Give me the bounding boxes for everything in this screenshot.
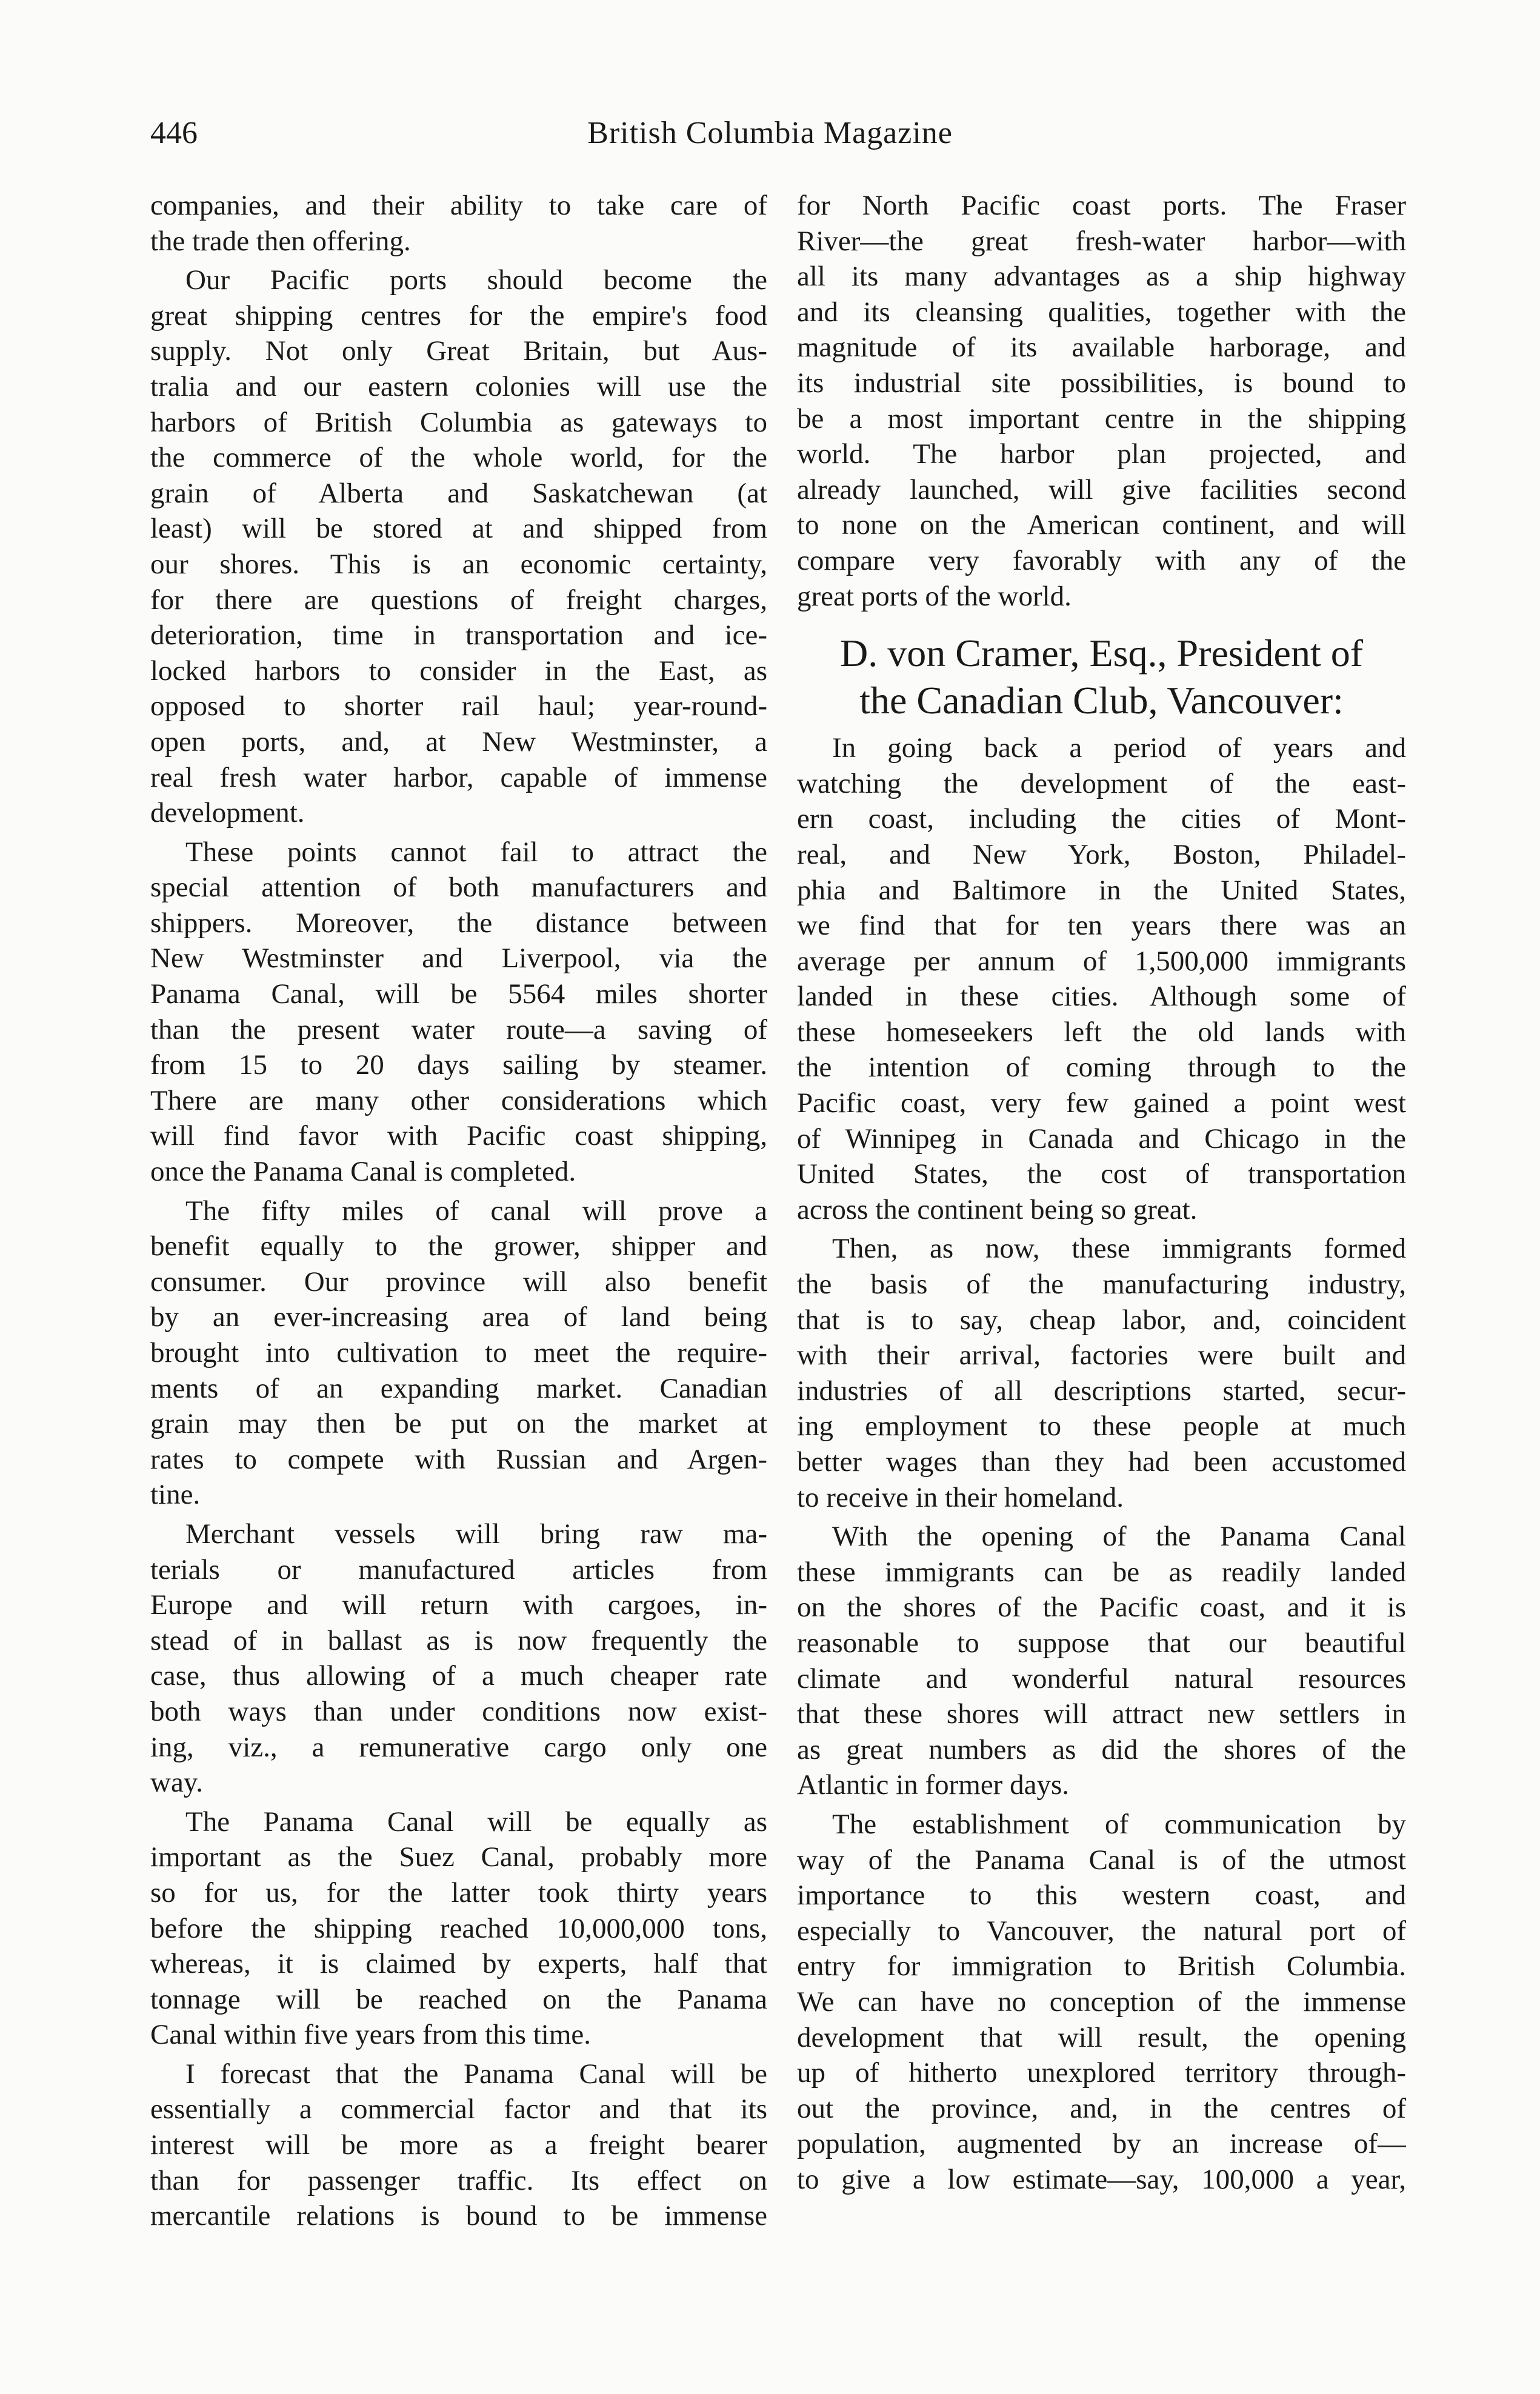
text-line: There are many other considerations which bbox=[150, 1084, 767, 1116]
text-line: the trade then offering. bbox=[150, 225, 411, 257]
text-line: deterioration, time in transportation and ice- bbox=[150, 619, 767, 652]
text-line: great ports of the world. bbox=[797, 580, 1072, 612]
text-line: River—the great fresh-water harbor—with bbox=[797, 225, 1406, 257]
text-line: ern coast, including the cities of Mont- bbox=[797, 803, 1406, 835]
text-line: case, thus allowing of a much cheaper rate bbox=[150, 1660, 767, 1692]
text-line: that is to say, cheap labor, and, coincident bbox=[797, 1304, 1406, 1336]
paragraph bbox=[797, 1231, 1406, 1515]
text-line: population, augmented by an increase of— bbox=[797, 2128, 1406, 2160]
text-line: stead of in ballast as is now frequently the bbox=[150, 1624, 767, 1656]
text-line: Our Pacific ports should become the bbox=[185, 264, 767, 296]
text-line: Then, as now, these immigrants formed bbox=[832, 1233, 1406, 1265]
text-line: to none on the American continent, and will bbox=[797, 509, 1406, 541]
text-line: will find favor with Pacific coast shipping, bbox=[150, 1120, 767, 1152]
text-line: Canal within five years from this time. bbox=[150, 2019, 592, 2051]
text-line: our shores. This is an economic certainty, bbox=[150, 548, 767, 580]
section-heading bbox=[797, 630, 1406, 724]
text-line: already launched, will give facilities second bbox=[797, 473, 1406, 505]
text-line: magnitude of its available harborage, and bbox=[797, 332, 1406, 364]
text-line: its industrial site possibilities, is bound to bbox=[797, 367, 1406, 399]
text-line: landed in these cities. Although some of bbox=[797, 981, 1406, 1013]
text-line: especially to Vancouver, the natural port of bbox=[797, 1915, 1406, 1947]
heading-line: D. von Cramer, Esq., President of bbox=[839, 632, 1364, 675]
page-number: 446 bbox=[150, 116, 198, 150]
text-line: these immigrants can be as readily landed bbox=[797, 1556, 1406, 1588]
text-line: out the province, and, in the centres of bbox=[797, 2092, 1406, 2124]
text-line: way. bbox=[150, 1767, 204, 1799]
text-line: development that will result, the opening bbox=[797, 2021, 1406, 2053]
paragraph bbox=[150, 262, 767, 831]
paragraph-gap bbox=[797, 2197, 1406, 2201]
text-line: to receive in their homeland. bbox=[797, 1481, 1124, 1513]
text-line: phia and Baltimore in the United States, bbox=[797, 874, 1406, 906]
text-line: mercantile relations is bound to be immense bbox=[150, 2200, 767, 2232]
text-line: brought into cultivation to meet the require- bbox=[150, 1337, 767, 1369]
text-line: consumer. Our province will also benefit bbox=[150, 1265, 767, 1298]
text-line: Pacific coast, very few gained a point west bbox=[797, 1087, 1406, 1119]
text-line: the commerce of the whole world, for the bbox=[150, 442, 767, 474]
text-line: of Winnipeg in Canada and Chicago in the bbox=[797, 1122, 1406, 1155]
text-line: Merchant vessels will bring raw ma- bbox=[185, 1518, 767, 1550]
paragraph-gap bbox=[150, 2234, 767, 2238]
text-line: With the opening of the Panama Canal bbox=[832, 1521, 1406, 1553]
text-line: open ports, and, at New Westminster, a bbox=[150, 725, 767, 758]
text-line: the intention of coming through to the bbox=[797, 1052, 1406, 1084]
text-line: better wages than they had been accustomed bbox=[797, 1446, 1406, 1478]
text-line: for North Pacific coast ports. The Fraser bbox=[797, 190, 1406, 221]
text-line: great shipping centres for the empire's food bbox=[150, 299, 767, 332]
text-line: least) will be stored at and shipped from bbox=[150, 513, 767, 545]
text-line: Europe and will return with cargoes, in- bbox=[150, 1589, 767, 1621]
text-line: climate and wonderful natural resources bbox=[797, 1662, 1406, 1695]
text-line: importance to this western coast, and bbox=[797, 1879, 1406, 1912]
text-line: from 15 to 20 days sailing by steamer. bbox=[150, 1049, 767, 1081]
text-line: The fifty miles of canal will prove a bbox=[185, 1195, 767, 1227]
text-line: special attention of both manufacturers and bbox=[150, 872, 767, 904]
text-line: up of hitherto unexplored territory through- bbox=[797, 2057, 1406, 2089]
text-line: than the present water route—a saving of bbox=[150, 1013, 767, 1045]
paragraph bbox=[797, 188, 1406, 614]
text-line: before the shipping reached 10,000,000 tons, bbox=[150, 1912, 767, 1944]
text-line: on the shores of the Pacific coast, and it is bbox=[797, 1592, 1406, 1624]
text-line: interest will be more as a freight bearer bbox=[150, 2129, 767, 2161]
text-line: Atlantic in former days. bbox=[797, 1769, 1069, 1801]
text-line: tralia and our eastern colonies will use the bbox=[150, 370, 767, 402]
text-line: average per annum of 1,500,000 immigrants bbox=[797, 945, 1406, 977]
text-line: so for us, for the latter took thirty years bbox=[150, 1876, 767, 1909]
text-line: rates to compete with Russian and Argen- bbox=[150, 1443, 767, 1475]
text-line: locked harbors to consider in the East, as bbox=[150, 655, 767, 687]
text-line: essentially a commercial factor and that its bbox=[150, 2093, 767, 2126]
text-line: New Westminster and Liverpool, via the bbox=[150, 942, 767, 975]
paragraph bbox=[150, 188, 767, 259]
text-line: We can have no conception of the immense bbox=[797, 1986, 1406, 2018]
text-line: real, and New York, Boston, Philadel- bbox=[797, 838, 1406, 870]
text-line: by an ever-increasing area of land being bbox=[150, 1301, 767, 1333]
text-line: ing employment to these people at much bbox=[797, 1410, 1406, 1442]
text-line: I forecast that the Panama Canal will be bbox=[185, 2058, 767, 2090]
text-line: the basis of the manufacturing industry, bbox=[797, 1269, 1406, 1301]
text-line: across the continent being so great. bbox=[797, 1193, 1198, 1225]
text-line: grain of Alberta and Saskatchewan (at bbox=[150, 477, 767, 509]
left-column bbox=[150, 188, 767, 2238]
text-line: The Panama Canal will be equally as bbox=[185, 1806, 767, 1838]
text-line: development. bbox=[150, 797, 305, 829]
text-line: be a most important centre in the shipping bbox=[797, 402, 1406, 435]
paragraph bbox=[150, 1516, 767, 1801]
text-line: grain may then be put on the market at bbox=[150, 1408, 767, 1440]
text-line: shippers. Moreover, the distance between bbox=[150, 907, 767, 939]
text-line: The establishment of communication by bbox=[832, 1808, 1406, 1840]
text-line: ments of an expanding market. Canadian bbox=[150, 1372, 767, 1404]
text-line: compare very favorably with any of the bbox=[797, 544, 1406, 576]
text-line: entry for immigration to British Columbia. bbox=[797, 1950, 1406, 1982]
text-line: and its cleansing qualities, together with the bbox=[797, 296, 1406, 328]
text-line: tonnage will be reached on the Panama bbox=[150, 1983, 767, 2015]
text-line: companies, and their ability to take care of bbox=[150, 190, 767, 221]
text-line: world. The harbor plan projected, and bbox=[797, 438, 1406, 470]
paragraph bbox=[150, 1804, 767, 2053]
text-line: harbors of British Columbia as gateways to bbox=[150, 406, 767, 438]
text-line: we find that for ten years there was an bbox=[797, 910, 1406, 942]
text-line: opposed to shorter rail haul; year-round- bbox=[150, 690, 767, 722]
heading-line: the Canadian Club, Vancouver: bbox=[859, 679, 1344, 722]
right-column bbox=[797, 188, 1406, 2201]
text-line: United States, the cost of transportation bbox=[797, 1158, 1406, 1190]
paragraph bbox=[150, 2056, 767, 2234]
text-line: benefit equally to the grower, shipper and bbox=[150, 1230, 767, 1262]
text-line: terials or manufactured articles from bbox=[150, 1553, 767, 1585]
text-line: whereas, it is claimed by experts, half that bbox=[150, 1948, 767, 1980]
text-line: these homeseekers left the old lands with bbox=[797, 1016, 1406, 1048]
text-line: to give a low estimate—say, 100,000 a year, bbox=[797, 2163, 1406, 2195]
text-line: industries of all descriptions started, secur- bbox=[797, 1375, 1406, 1407]
text-line: once the Panama Canal is completed. bbox=[150, 1156, 576, 1188]
text-line: with their arrival, factories were built and bbox=[797, 1339, 1406, 1372]
paragraph bbox=[797, 730, 1406, 1227]
text-line: tine. bbox=[150, 1479, 201, 1511]
text-line: for there are questions of freight charges, bbox=[150, 584, 767, 616]
text-line: both ways than under conditions now exist- bbox=[150, 1695, 767, 1727]
text-line: real fresh water harbor, capable of immense bbox=[150, 761, 767, 793]
text-line: In going back a period of years and bbox=[832, 732, 1406, 764]
text-line: Panama Canal, will be 5564 miles shorter bbox=[150, 978, 767, 1010]
paragraph bbox=[797, 1519, 1406, 1803]
text-line: all its many advantages as a ship highway bbox=[797, 261, 1406, 293]
paragraph bbox=[150, 1193, 767, 1513]
text-line: supply. Not only Great Britain, but Aus- bbox=[150, 335, 767, 367]
paragraph-gap bbox=[797, 614, 1406, 618]
text-line: ing, viz., a remunerative cargo only one bbox=[150, 1731, 767, 1763]
text-line: way of the Panama Canal is of the utmost bbox=[797, 1844, 1406, 1876]
text-line: watching the development of the east- bbox=[797, 767, 1406, 799]
text-line: than for passenger traffic. Its effect on bbox=[150, 2164, 767, 2196]
text-line: that these shores will attract new settlers in bbox=[797, 1698, 1406, 1730]
paragraph bbox=[150, 835, 767, 1190]
text-line: reasonable to suppose that our beautiful bbox=[797, 1627, 1406, 1659]
paragraph bbox=[797, 1807, 1406, 2198]
running-title: British Columbia Magazine bbox=[587, 116, 953, 150]
text-line: These points cannot fail to attract the bbox=[185, 836, 767, 868]
text-line: important as the Suez Canal, probably more bbox=[150, 1841, 767, 1873]
text-line: as great numbers as did the shores of the bbox=[797, 1733, 1406, 1765]
